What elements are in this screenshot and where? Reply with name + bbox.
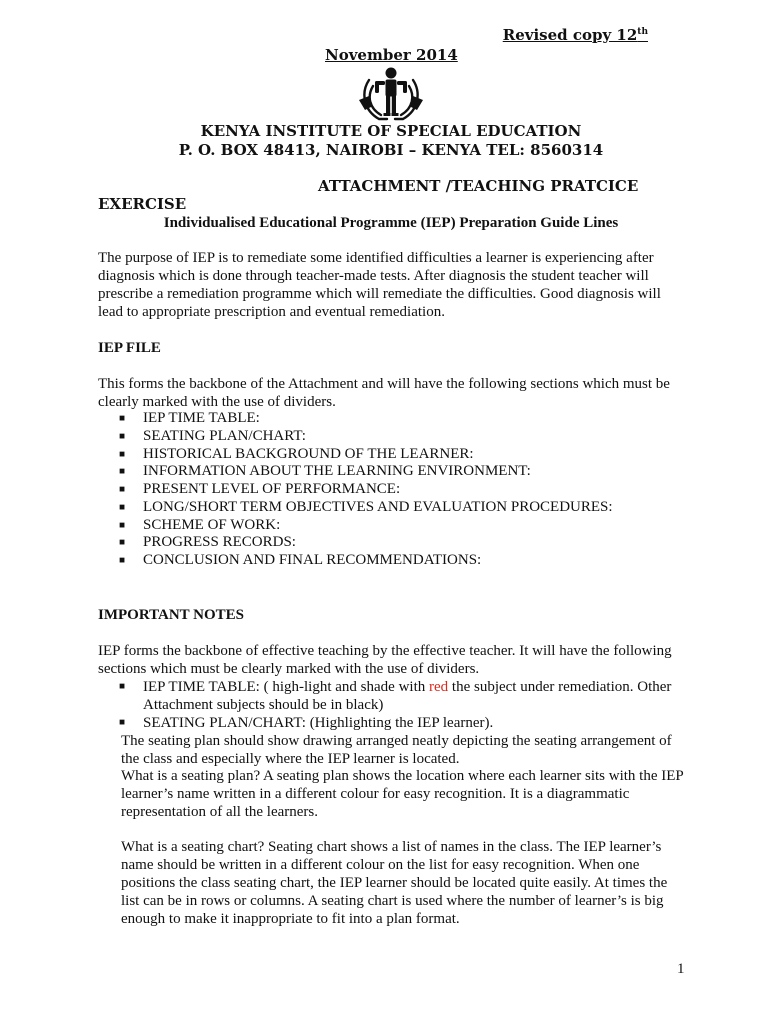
page-number: 1 — [677, 961, 685, 977]
seating-chart-definition: What is a seating chart? Seating chart shows a list of names in the class. The IEP learner’s name should be written in a different colour on the list for easy recognition. When one positions the class seating chart, the IEP learner should be located quite easily. At times the list can be in rows or columns. A seating chart is used where the number of learner’s is big enough to make it inappropriate to fit into a plan format. — [121, 839, 668, 927]
red-highlight-word: red — [429, 679, 449, 695]
square-bullet-icon: ■ — [119, 484, 126, 495]
list-item-text: INFORMATION ABOUT THE LEARNING ENVIRONMENT: — [143, 463, 531, 480]
list-item — [118, 499, 688, 517]
important-notes-paragraph: IEP forms the backbone of effective teaching by the effective teacher. It will have the following sections which must be clearly marked with the use of dividers. — [98, 643, 672, 677]
important-notes-heading: IMPORTANT NOTES — [98, 607, 245, 623]
list-item — [118, 517, 688, 535]
kise-logo-icon — [357, 66, 425, 122]
exercise-label: EXERCISE — [98, 195, 187, 213]
list-item-text — [143, 679, 671, 713]
list-item-text: PRESENT LEVEL OF PERFORMANCE: — [143, 481, 401, 497]
list-item — [118, 428, 688, 446]
list-item — [118, 463, 688, 481]
seating-plan-paragraph: The seating plan should show drawing arranged neatly depicting the seating arrangement of the class and especially where the IEP learner is located. — [121, 733, 672, 767]
list-item — [118, 534, 688, 552]
list-item-text: SEATING PLAN/CHART: — [143, 427, 306, 444]
revised-copy-text: Revised copy 12 — [502, 26, 638, 44]
square-bullet-icon: ■ — [119, 681, 126, 692]
square-bullet-icon: ■ — [119, 519, 126, 531]
square-bullet-icon: ■ — [119, 413, 126, 424]
timetable-note-text-cont: the subject under remediation. Other Attachment subjects should be in black) — [143, 679, 672, 713]
square-bullet-icon: ■ — [119, 430, 126, 442]
revised-copy-line — [378, 25, 648, 45]
iep-file-paragraph: This forms the backbone of the Attachment and will have the following sections which must be clearly marked with the use of dividers. — [98, 376, 670, 410]
document-subtitle: Individualised Educational Programme (IEP) Preparation Guide Lines — [163, 215, 619, 231]
important-notes-list — [118, 678, 688, 732]
list-item — [118, 714, 688, 732]
list-item-text: HISTORICAL BACKGROUND OF THE LEARNER: — [143, 445, 474, 462]
list-item-text: IEP TIME TABLE: — [143, 410, 260, 426]
square-bullet-icon: ■ — [119, 466, 126, 478]
iep-file-sections-list — [118, 410, 688, 570]
iep-file-heading: IEP FILE — [98, 340, 161, 356]
attachment-title: ATTACHMENT /TEACHING PRATCICE — [318, 177, 639, 195]
list-item-text: PROGRESS RECORDS: — [143, 534, 296, 551]
list-item-text: LONG/SHORT TERM OBJECTIVES AND EVALUATION PROCEDURES: — [143, 498, 613, 515]
intro-paragraph: The purpose of IEP is to remediate some identified difficulties a learner is experiencing after diagnosis which is done through teacher-made tests. After diagnosis the student teacher will prescribe a remediation programme which will remediate the difficulties. Good diagnosis will lead to appropriate prescription and eventual remediation. — [98, 250, 661, 320]
square-bullet-icon: ■ — [119, 501, 126, 513]
institute-address: P. O. BOX 48413, NAIROBI – KENYA TEL: 8560314 — [178, 141, 604, 159]
list-item — [118, 481, 688, 499]
square-bullet-icon: ■ — [119, 555, 126, 566]
timetable-note-text: IEP TIME TABLE: ( high-light and shade with — [143, 679, 429, 695]
square-bullet-icon: ■ — [119, 537, 126, 549]
list-item — [118, 552, 688, 570]
list-item — [118, 678, 688, 714]
revised-copy-superscript: th — [637, 27, 648, 37]
revision-date: November 2014 — [325, 46, 458, 64]
square-bullet-icon: ■ — [119, 717, 126, 728]
list-item-text: CONCLUSION AND FINAL RECOMMENDATIONS: — [143, 552, 482, 568]
list-item-text: SCHEME OF WORK: — [143, 516, 281, 533]
list-item — [118, 410, 688, 428]
list-item — [118, 446, 688, 464]
list-item-text: SEATING PLAN/CHART: (Highlighting the IEP learner). — [143, 715, 494, 731]
institute-name: KENYA INSTITUTE OF SPECIAL EDUCATION — [200, 122, 582, 140]
square-bullet-icon: ■ — [119, 448, 126, 460]
seating-plan-definition: What is a seating plan? A seating plan shows the location where each learner sits with the IEP learner’s name written in a different colour for easy recognition. It is a diagrammatic representation of all the learners. — [121, 768, 684, 820]
